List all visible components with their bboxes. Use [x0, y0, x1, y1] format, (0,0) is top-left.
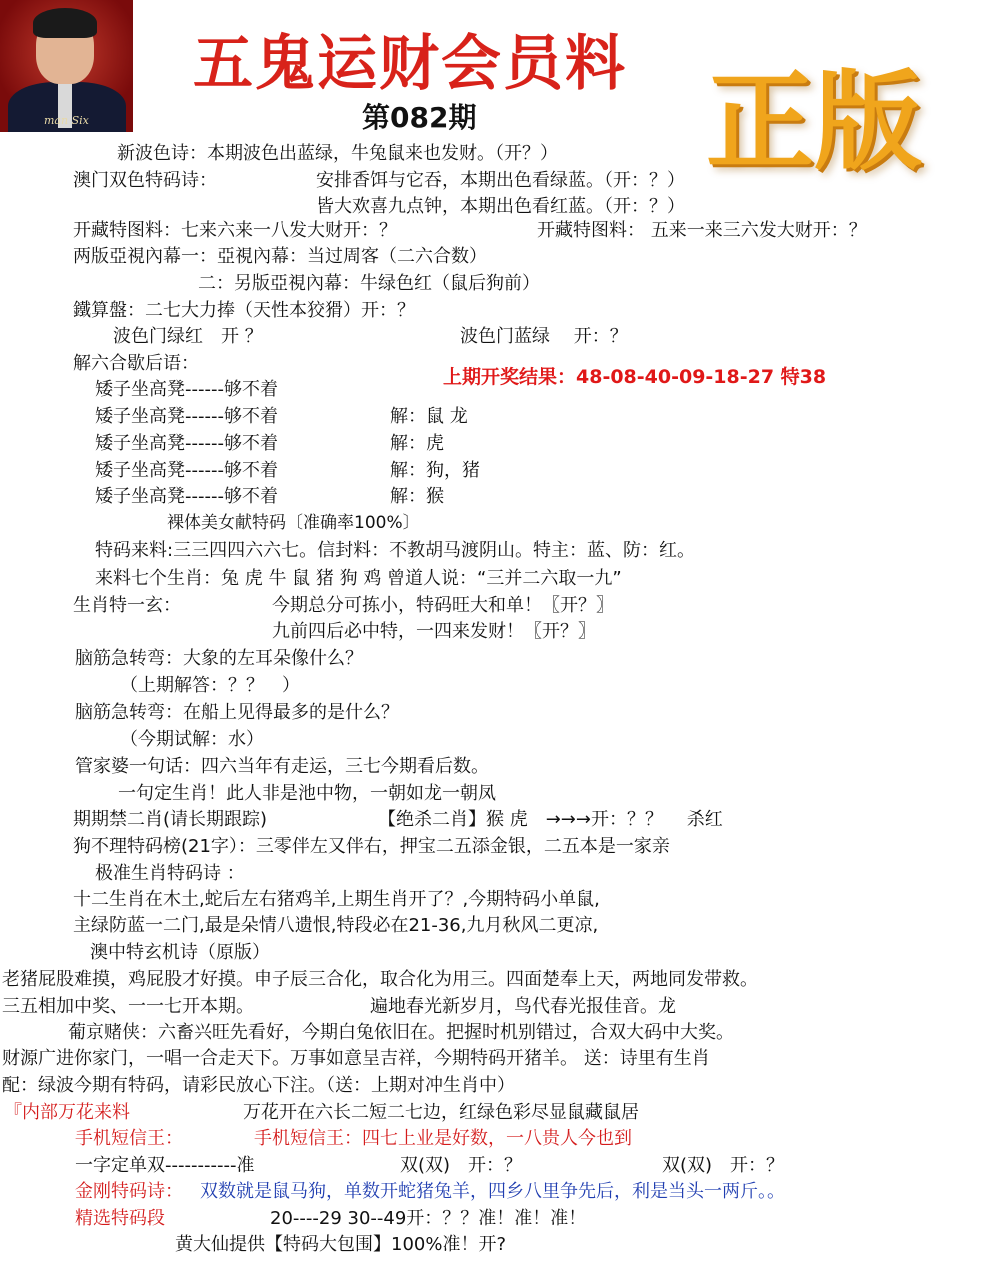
text-line: 矮子坐高凳------够不着 [95, 406, 278, 427]
text-line: 极准生肖特码诗 ： [95, 863, 245, 884]
text-line: 波色门蓝绿 开：？ [460, 326, 628, 347]
page-title: 五鬼运财会员料 [193, 29, 627, 99]
text-line: 一字定单双-----------准 [75, 1155, 255, 1176]
text-line: 一句定生肖！此人非是池中物，一朝如龙一朝凤 [118, 783, 496, 804]
text-line: 配：绿波今期有特码，请彩民放心下注。（送：上期对冲生肖中） [2, 1075, 515, 1096]
text-line: 开藏特图料：七来六来一八发大财开：？ [73, 220, 397, 241]
text-line: 澳门双色特码诗： [73, 170, 217, 191]
text-line: 葡京赌侠：六畜兴旺先看好，今期白兔依旧在。把握时机别错过，合双大码中大奖。 [68, 1022, 734, 1043]
text-line: 狗不理特码榜(21字）：三零伴左又伴右，押宝二五添金银，二五本是一家亲 [73, 836, 670, 857]
text-line: 鐵算盤：二七大力捧（天性本狡猾）开：？ [73, 300, 415, 321]
photo-signature: man Six [44, 114, 89, 127]
text-line: 二：另版亞視內幕：牛绿色红（鼠后狗前） [198, 273, 540, 294]
text-line: 解：虎 [390, 433, 444, 454]
text-line: 生肖特一玄： [73, 595, 181, 616]
text-line: 『内部万花来料 [4, 1102, 130, 1123]
text-line: 裸体美女献特码〔准确率100%〕 [167, 513, 420, 533]
text-line: 十二生肖在木土,蛇后左右猪鸡羊,上期生肖开了？,今期特码小单鼠, [73, 889, 600, 910]
text-line: 双(双) 开：？ [662, 1155, 785, 1176]
text-line: 皆大欢喜九点钟，本期出色看红蓝。（开：？） [316, 196, 685, 217]
photo-hair [33, 8, 97, 38]
text-line: （今期试解：水） [120, 729, 264, 750]
text-line: 手机短信王：四七上业是好数，一八贵人今也到 [254, 1128, 632, 1149]
last-draw-result: 上期开奖结果：48-08-40-09-18-27 特38 [443, 366, 827, 388]
text-line: 金刚特码诗： [75, 1181, 183, 1202]
text-line: 【绝杀二肖】猴 虎 →→→开：？？ 杀红 [378, 809, 723, 830]
text-line: 安排香饵与它吞，本期出色看绿蓝。（开：？） [316, 170, 685, 191]
text-line: 矮子坐高凳------够不着 [95, 379, 278, 400]
text-line: 来料七个生肖：兔 虎 牛 鼠 猪 狗 鸡 曾道人说：“三并二六取一九” [95, 568, 622, 589]
text-line: 矮子坐高凳------够不着 [95, 486, 278, 507]
text-line: 新波色诗：本期波色出蓝绿，牛兔鼠来也发财。（开？） [117, 143, 558, 164]
text-line: 澳中特玄机诗（原版） [90, 942, 270, 963]
text-line: 手机短信王： [75, 1128, 183, 1149]
text-line: 三五相加中奖、一一七开本期。 [2, 996, 254, 1017]
text-line: 20----29 30--49开：？？准！准！准！ [270, 1208, 587, 1229]
text-line: 精选特码段 [75, 1208, 165, 1229]
text-line: 开藏特图料： 五来一来三六发大财开：？ [537, 220, 867, 241]
text-line: 解：猴 [390, 486, 444, 507]
text-line: 黄大仙提供【特码大包围】100%准！开? [175, 1234, 507, 1255]
text-line: 矮子坐高凳------够不着 [95, 433, 278, 454]
text-line: 脑筋急转弯：在船上见得最多的是什么？ [75, 702, 399, 723]
text-line: 双数就是鼠马狗，单数开蛇猪兔羊，四乡八里争先后，利是当头一两斤。。 [200, 1181, 785, 1202]
text-line: 脑筋急转弯：大象的左耳朵像什么？ [75, 648, 363, 669]
text-line: （上期解答：？？ ） [120, 675, 300, 696]
text-line: 两版亞視內幕一：亞視內幕：当过周客（二六合数） [73, 246, 487, 267]
authentic-stamp: 正版 [706, 59, 923, 185]
issue-number: 第082期 [362, 101, 477, 134]
text-line: 万花开在六长二短二七边，红绿色彩尽显鼠藏鼠居 [243, 1102, 639, 1123]
text-line: 九前四后必中特，一四来发财！〖开？〗 [272, 621, 596, 642]
portrait-photo [0, 0, 133, 132]
text-line: 解：鼠 龙 [390, 406, 468, 427]
text-line: 解六合歇后语： [73, 353, 199, 374]
text-line: 解：狗，猪 [390, 460, 480, 481]
text-line: 财源广进你家门，一唱一合走天下。万事如意呈吉祥，今期特码开猪羊。 送：诗里有生肖 [2, 1048, 710, 1069]
text-line: 特码来料:三三四四六六七。信封料：不教胡马渡阴山。特主：蓝、防：红。 [95, 540, 696, 561]
text-line: 管家婆一句话：四六当年有走运，三七今期看后数。 [75, 756, 489, 777]
text-line: 双(双) 开：？ [400, 1155, 523, 1176]
text-line: 波色门绿红 开 ？ [113, 326, 263, 347]
text-line: 主绿防蓝一二门,最是朵情八遗恨,特段必在21-36,九月秋风二更凉, [73, 915, 599, 936]
text-line: 今期总分可拣小，特码旺大和单！〖开？〗 [272, 595, 614, 616]
text-line: 期期禁二肖(请长期跟踪) [73, 809, 268, 830]
text-line: 老猪屁股难摸，鸡屁股才好摸。申子辰三合化，取合化为用三。四面楚奉上天，两地同发带救。 [2, 969, 758, 990]
text-line: 矮子坐高凳------够不着 [95, 460, 278, 481]
text-line: 遍地春光新岁月，鸟代春光报佳音。龙 [370, 996, 676, 1017]
